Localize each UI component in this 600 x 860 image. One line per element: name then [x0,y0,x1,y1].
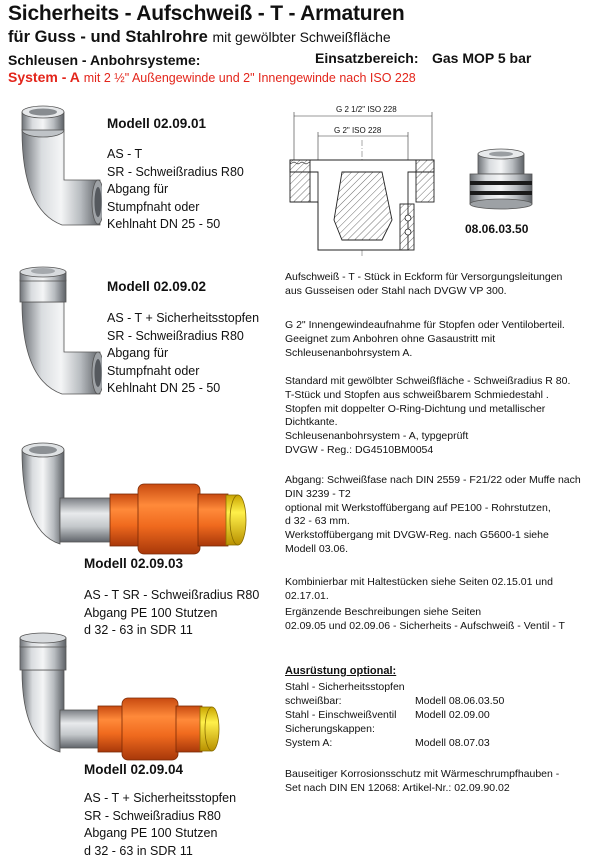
model-4-pe-tee-image [2,632,237,762]
model-2-desc: AS - T + Sicherheitsstopfen SR - Schweißradius R80 Abgang für Stumpfnaht oder Kehlnaht DN 25 - 50 [107,311,260,395]
optional-row [285,736,504,750]
model-1-desc: AS - T SR - Schweißradius R80 Abgang für Stumpfnaht oder Kehlnaht DN 25 - 50 [107,147,244,231]
model-2-tee-image [2,262,102,412]
section-drawing [282,100,442,260]
subtitle-bold: für Guss - und Stahlrohre [8,28,208,46]
corrosion-note: Bauseitiger Korrosionsschutz mit Wärmeschrumpfhauben - Set nach DIN EN 12068: Artikel-Nr.: 02.09.90.02 [285,768,560,794]
plug-image [462,148,542,223]
paragraph-4: Abgang: Schweißfase nach DIN 2559 - F21/22 oder Muffe nach DIN 3239 - T2 optional mit Werkstoffübergang auf PE100 - Rohrstutzen, d 32 - 63 mm. Werkstoffübergang mit DVGW-Reg. nach G5600-1 siehe Modell 03.06. [285,474,581,555]
optional-item: Stahl - Sicherheitsstopfen [285,681,405,693]
dim-inner-label: G 2" ISO 228 [334,126,382,135]
model-3-title: Modell 02.09.03 [84,556,184,571]
optional-item: schweißbar: [285,695,342,707]
model-1-tee-image [2,100,102,250]
einsatz-value: Gas MOP 5 bar [432,50,532,66]
optional-row [285,694,504,708]
optional-model [415,680,504,694]
optional-row [285,708,504,722]
model-2-title: Modell 02.09.02 [107,279,207,294]
system-desc: mit 2 ½" Außengewinde und 2" Innengewinde nach ISO 228 [83,71,416,85]
optional-model: Modell 02.09.00 [415,709,490,721]
model-4-desc: AS - T + Sicherheitsstopfen SR - Schweißradius R80 Abgang PE 100 Stutzen d 32 - 63 in SDR 11 [84,791,237,858]
page-title: Sicherheits - Aufschweiß - T - Armaturen [8,2,405,25]
optional-item: System A: [285,737,333,749]
dim-outer-label: G 2 1/2" ISO 228 [336,105,397,114]
optional-model [415,722,504,736]
paragraph-1: Aufschweiß - T - Stück in Eckform für Versorgungsleitungen aus Gusseisen oder Stahl nach DVGW VP 300. [285,271,563,297]
optional-row [285,722,504,736]
optional-item: Stahl - Einschweißventil [285,709,397,721]
optional-model: Modell 08.06.03.50 [415,695,505,707]
paragraph-5: Kombinierbar mit Haltestücken siehe Seiten 02.15.01 und 02.17.01. [285,576,553,602]
paragraph-6: Ergänzende Beschreibungen siehe Seiten 02.09.05 und 02.09.06 - Sicherheits - Aufschweiß - Ventil - T [285,606,565,632]
subtitle-normal: mit gewölbter Schweißfläche [212,29,391,45]
schleusen-heading: Schleusen - Anbohrsysteme: [8,52,201,68]
system-line [8,69,416,85]
model-3-pe-tee-image [2,432,252,562]
optional-model: Modell 08.07.03 [415,737,490,749]
optional-item: Sicherungskappen: [285,723,375,735]
model-4-title: Modell 02.09.04 [84,762,184,777]
paragraph-2: G 2" Innengewindeaufnahme für Stopfen oder Ventiloberteil. Geeignet zum Anbohren ohne Gasaustritt mit Schleusenanbohrsystem A. [285,319,565,359]
einsatz-label: Einsatzbereich: [315,50,419,66]
plug-label: 08.06.03.50 [465,222,529,236]
page-subtitle [8,28,391,47]
system-label: System - A [8,69,80,85]
model-1-title: Modell 02.09.01 [107,116,207,131]
paragraph-3: Standard mit gewölbter Schweißfläche - Schweißradius R 80. T-Stück und Stopfen aus schweißbarem Schmiedestahl . Stopfen mit doppelter O-Ring-Dichtung und metallischer Dichtkante. Schleusenanbohrsystem - A, typgeprüft DVGW - Reg.: DG4510BM0054 [285,375,571,456]
optional-title: Ausrüstung optional: [285,665,397,677]
optional-table [285,680,504,750]
optional-row [285,680,504,694]
model-3-desc: AS - T SR - Schweißradius R80 Abgang PE 100 Stutzen d 32 - 63 in SDR 11 [84,588,260,637]
